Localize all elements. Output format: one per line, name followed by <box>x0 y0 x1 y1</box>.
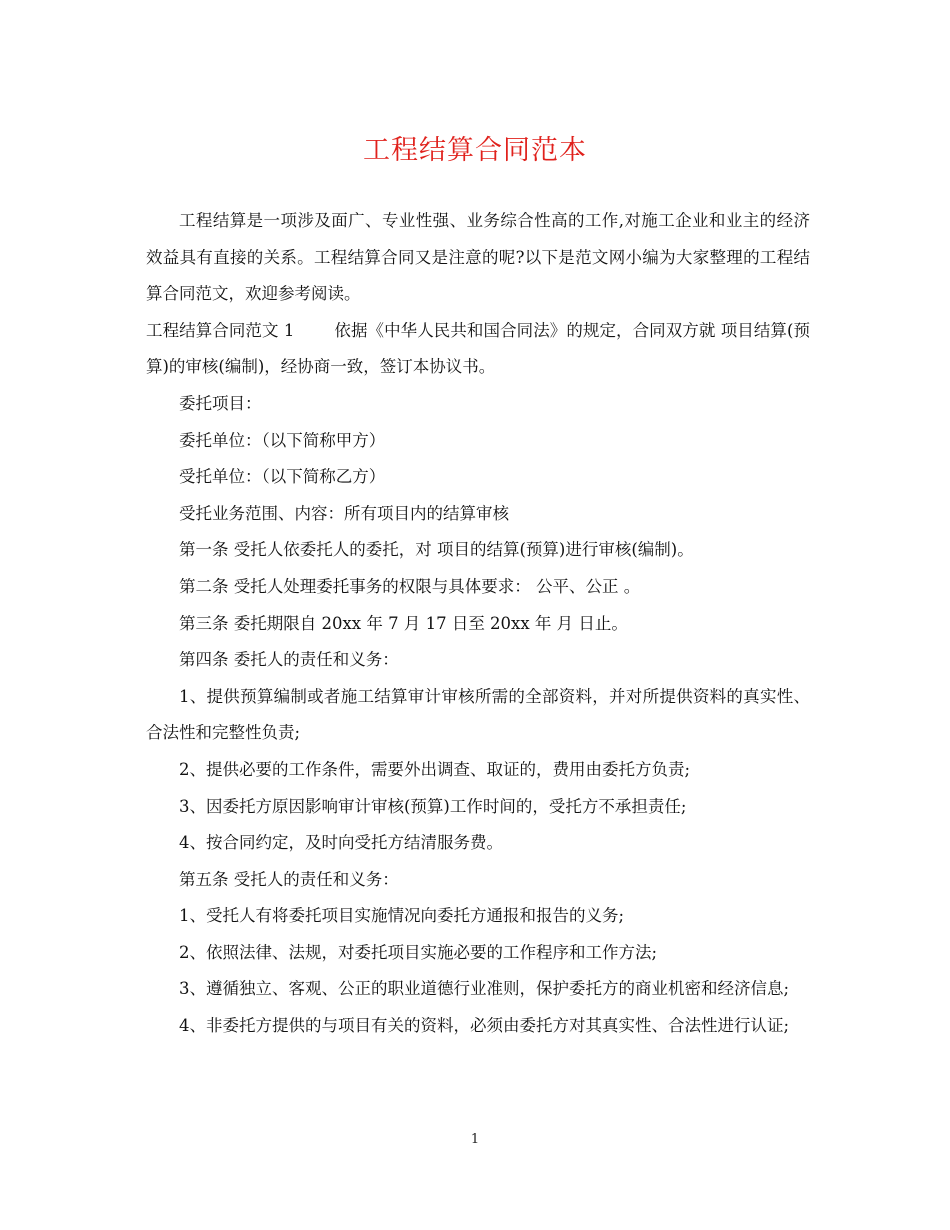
sample-paragraph <box>146 313 810 386</box>
article-4-item-1: 1、提供预算编制或者施工结算审计审核所需的全部资料，并对所提供资料的真实性、合法性和完整性负责; <box>146 686 810 743</box>
article-3: 第三条 委托期限自 20xx 年 7 月 17 日至 20xx 年 月 日止。 <box>179 613 628 633</box>
document-body <box>146 203 810 1045</box>
article-5-item-2: 2、依照法律、法规，对委托项目实施必要的工作程序和工作方法; <box>179 942 658 962</box>
intro-paragraph: 工程结算是一项涉及面广、专业性强、业务综合性高的工作,对施工企业和业主的经济效益具有直接的关系。工程结算合同又是注意的呢?以下是范文网小编为大家整理的工程结算合同范文，欢迎参考阅读。 <box>146 211 810 304</box>
article-5-item-3: 3、遵循独立、客观、公正的职业道德行业准则，保护委托方的商业机密和经济信息; <box>179 979 790 999</box>
article-5: 第五条 受托人的责任和义务： <box>179 869 399 889</box>
contract-basis-text: 依据《中华人民共和国合同法》的规定，合同双方就 项目结算(预算)的审核(编制)，经协商一致，签订本协议书。 <box>146 320 810 377</box>
article-1: 第一条 受托人依委托人的委托，对 项目的结算(预算)进行审核(编制)。 <box>179 540 694 560</box>
article-4-item-2: 2、提供必要的工作条件，需要外出调查、取证的，费用由委托方负责; <box>179 759 691 779</box>
page-number: 1 <box>470 1132 480 1147</box>
article-4-item-4: 4、按合同约定，及时向受托方结清服务费。 <box>179 833 503 853</box>
sample-label: 工程结算合同范文 1 <box>146 320 295 340</box>
article-2: 第二条 受托人处理委托事务的权限与具体要求： 公平、公正 。 <box>179 576 641 596</box>
paragraph-business-scope: 受托业务范围、内容：所有项目内的结算审核 <box>179 503 509 523</box>
paragraph-client-unit: 委托单位：（以下简称甲方） <box>179 430 386 450</box>
document-title: 工程结算合同范本 <box>363 135 587 166</box>
article-4: 第四条 委托人的责任和义务： <box>179 650 399 670</box>
article-5-item-1: 1、受托人有将委托项目实施情况向委托方通报和报告的义务; <box>179 906 625 926</box>
article-4-item-3: 3、因委托方原因影响审计审核(预算)工作时间的，受托方不承担责任; <box>179 796 687 816</box>
article-5-item-4: 4、非委托方提供的与项目有关的资料，必须由委托方对其真实性、合法性进行认证; <box>179 1016 790 1036</box>
paragraph-entrusted-project: 委托项目： <box>179 393 262 413</box>
paragraph-trustee-unit: 受托单位：（以下简称乙方） <box>179 467 386 487</box>
